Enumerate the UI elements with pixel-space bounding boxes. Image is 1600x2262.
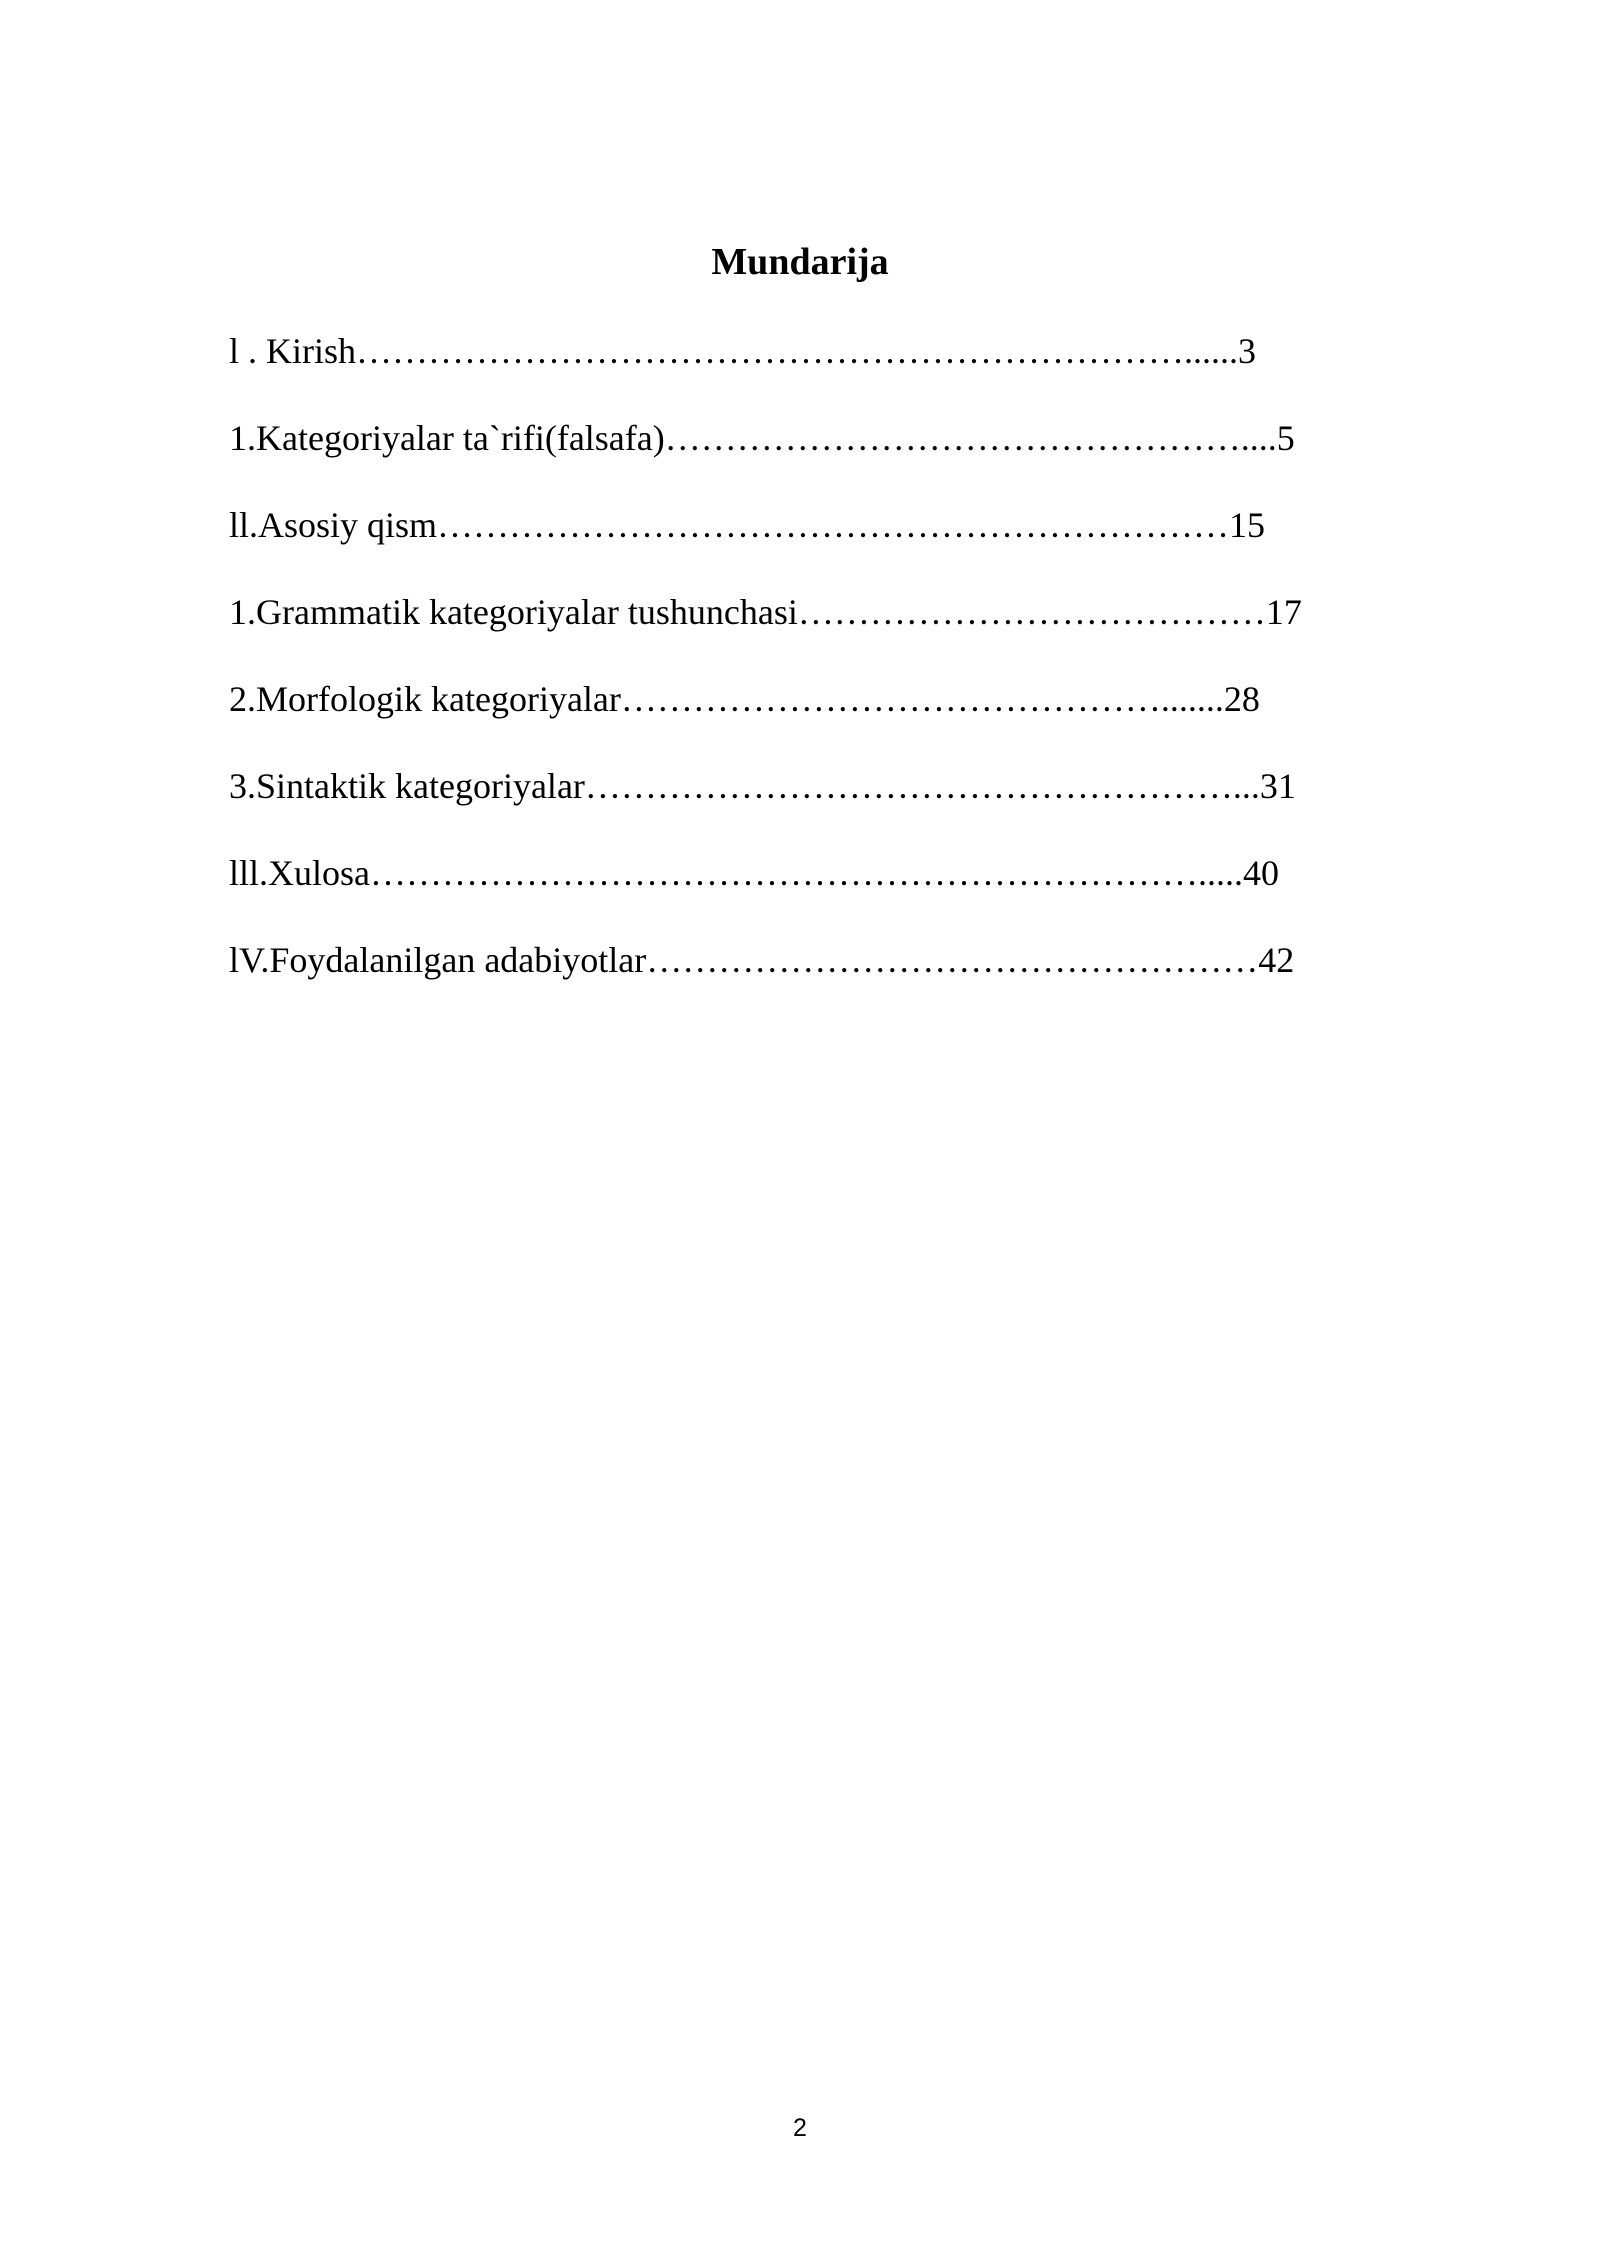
table-of-contents [229,325,1429,1021]
toc-entry-sintaktik-kategoriyalar: 3.Sintaktik kategoriyalar………………………………………………...31 [229,766,1296,806]
toc-entry-xulosa: lll.Xulosa…………………………………………………………….....40 [229,853,1279,893]
toc-entry-morfologik-kategoriyalar: 2.Morfologik kategoriyalar……………………………………….......28 [229,679,1260,719]
toc-entry-asosiy-qism: ll.Asosiy qism…………………………………………………………15 [229,505,1266,545]
toc-entry-kategoriyalar-tarifi: 1.Kategoriyalar ta`rifi(falsafa)…………………………………………....5 [229,418,1295,458]
toc-entry-grammatik-kategoriyalar: 1.Grammatik kategoriyalar tushunchasi…………………………………17 [229,592,1302,632]
page-title: Mundarija [711,241,889,283]
toc-entry-kirish: l . Kirish……………………………………………………………......3 [229,331,1257,371]
toc-entry-foydalanilgan-adabiyotlar: lV.Foydalanilgan adabiyotlar……………………………………………42 [229,940,1295,980]
page-number: 2 [793,2114,807,2142]
